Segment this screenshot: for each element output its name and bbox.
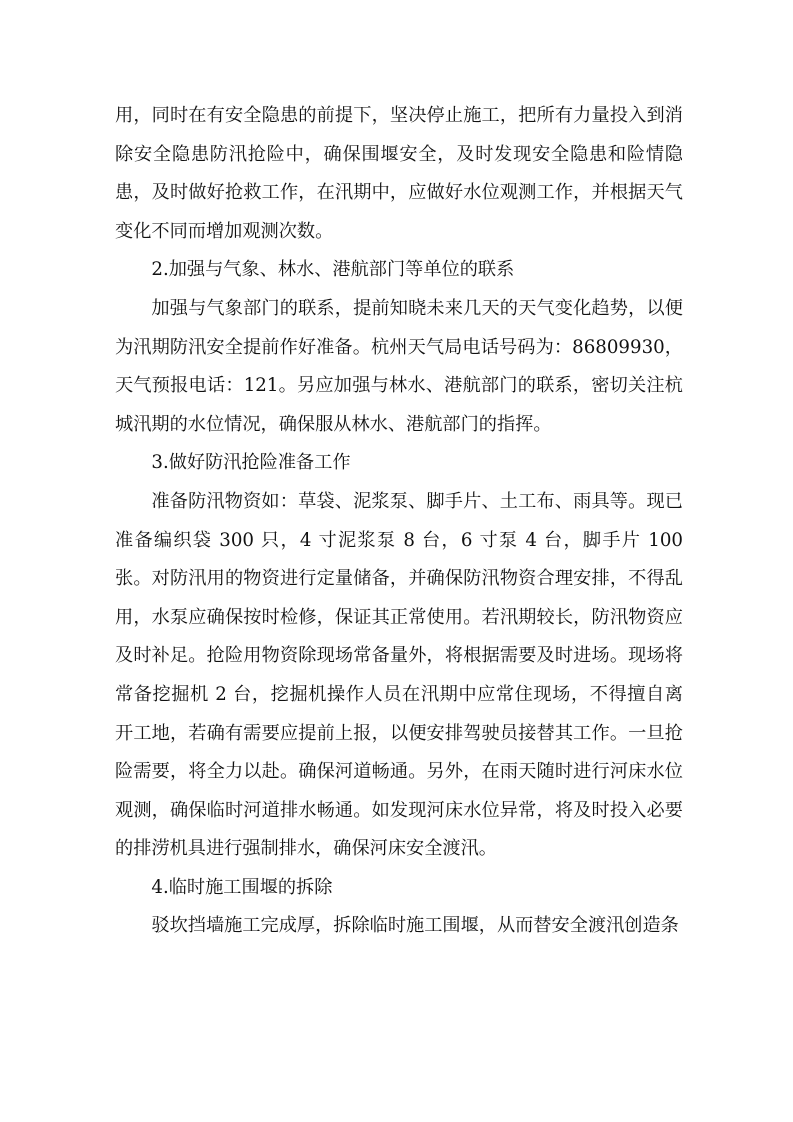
paragraph-flood-supplies: 准备防汛物资如：草袋、泥浆泵、脚手片、土工布、雨具等。现已准备编织袋 300 只，4 寸泥浆泵 8 台，6 寸泵 4 台，脚手片 100 张。对防汛用的物资进行定量储备，并确保防汛物资合理安排，不得乱用，水泵应确保按时检修，保证其正常使用。若汛期较长，防汛物资应及时补足。抢险用物资除现场常备量外，将根据需要及时进场。现场将常备挖掘机 2 台，挖掘机操作人员在汛期中应常住现场，不得擅自离开工地，若确有需要应提前上报，以便安排驾驶员接替其工作。一旦抢险需要，将全力以赴。确保河道畅通。另外，在雨天随时进行河床水位观测，确保临时河道排水畅通。如发现河床水位异常，将及时投入必要的排涝机具进行强制排水，确保河床安全渡汛。 — [115, 490, 683, 860]
paragraph-continued: 用，同时在有安全隐患的前提下，坚决停止施工，把所有力量投入到消除安全隐患防汛抢险中，确保围堰安全，及时发现安全隐患和险情隐患，及时做好抢救工作，在汛期中，应做好水位观测工作，并根据天气变化不同而增加观测次数。 — [115, 105, 683, 242]
paragraph-weather-contact: 加强与气象部门的联系，提前知晓未来几天的天气变化趋势，以便为汛期防汛安全提前作好准备。杭州天气局电话号码为：86809930，天气预报电话：121。另应加强与林水、港航部门的联系，密切关注杭城汛期的水位情况，确保服从林水、港航部门的指挥。 — [115, 297, 683, 435]
paragraph-cofferdam-removal: 驳坎挡墙施工完成厚，拆除临时施工围堰，从而替安全渡汛创造条 — [151, 915, 679, 937]
section-heading-4: 4.临时施工围堰的拆除 — [151, 876, 333, 898]
section-heading-3: 3.做好防汛抢险准备工作 — [151, 452, 351, 474]
section-heading-2: 2.加强与气象、林水、港航部门等单位的联系 — [151, 259, 515, 281]
document-body — [115, 97, 683, 946]
